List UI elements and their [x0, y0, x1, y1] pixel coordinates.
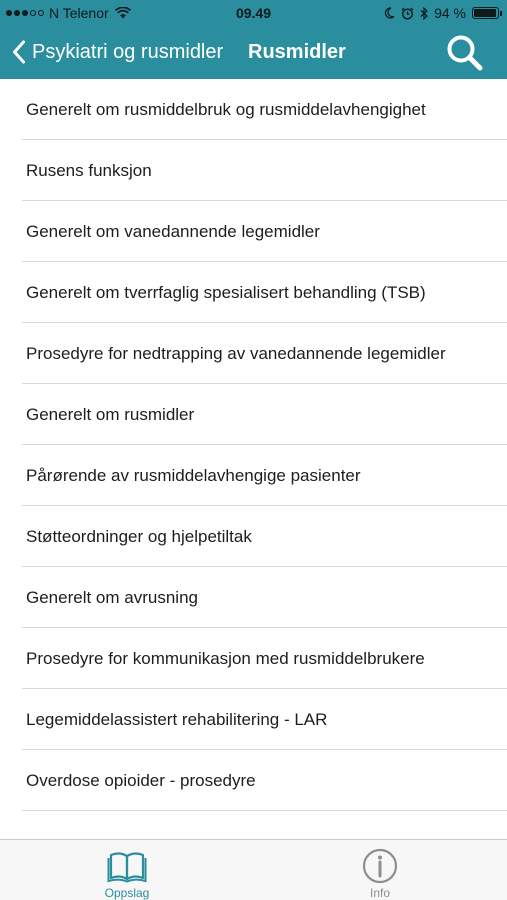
- list-item[interactable]: Overdose opioider - prosedyre: [0, 750, 507, 811]
- chevron-left-icon: [12, 40, 26, 64]
- battery-percent: 94 %: [434, 5, 466, 21]
- search-icon: [444, 32, 486, 74]
- status-bar: [0, 0, 507, 28]
- topic-list: [0, 79, 507, 839]
- battery-icon: [472, 7, 499, 19]
- header-bar: [0, 0, 507, 79]
- tab-info[interactable]: [320, 840, 440, 900]
- bluetooth-icon: [420, 7, 428, 20]
- battery-level: [474, 9, 496, 17]
- list-item[interactable]: Generelt om rusmidler: [0, 384, 507, 445]
- carrier-name: N Telenor: [49, 5, 109, 21]
- list-item[interactable]: Generelt om rusmiddelbruk og rusmiddelavhengighet: [0, 79, 507, 140]
- info-icon: [360, 848, 400, 884]
- list-item[interactable]: Pårørende av rusmiddelavhengige pasienter: [0, 445, 507, 506]
- alarm-icon: [401, 7, 414, 20]
- list-item[interactable]: Prosedyre for kommunikasjon med rusmiddelbrukere: [0, 628, 507, 689]
- list-item[interactable]: Legemiddelassistert rehabilitering - LAR: [0, 689, 507, 750]
- search-button[interactable]: [444, 32, 486, 74]
- list-item[interactable]: Generelt om avrusning: [0, 567, 507, 628]
- moon-icon: [384, 7, 395, 19]
- list-item[interactable]: Rusens funksjon: [0, 140, 507, 201]
- tab-label: Oppslag: [104, 886, 150, 900]
- book-icon: [107, 848, 147, 884]
- list-item[interactable]: Støtteordninger og hjelpetiltak: [0, 506, 507, 567]
- tab-oppslag[interactable]: [67, 840, 187, 900]
- list-item[interactable]: Generelt om vanedannende legemidler: [0, 201, 507, 262]
- page-title: Rusmidler: [248, 41, 346, 63]
- list-item[interactable]: Generelt om tverrfaglig spesialisert behandling (TSB): [0, 262, 507, 323]
- list-item[interactable]: Prosedyre for nedtrapping av vanedannende legemidler: [0, 323, 507, 384]
- status-time: 09.49: [235, 5, 272, 21]
- navigation-bar: [0, 28, 507, 79]
- tab-bar: [0, 839, 507, 900]
- status-right: [384, 5, 499, 21]
- tab-label: Info: [369, 886, 390, 900]
- back-label: Psykiatri og rusmidler: [32, 40, 224, 63]
- back-button[interactable]: [12, 37, 223, 67]
